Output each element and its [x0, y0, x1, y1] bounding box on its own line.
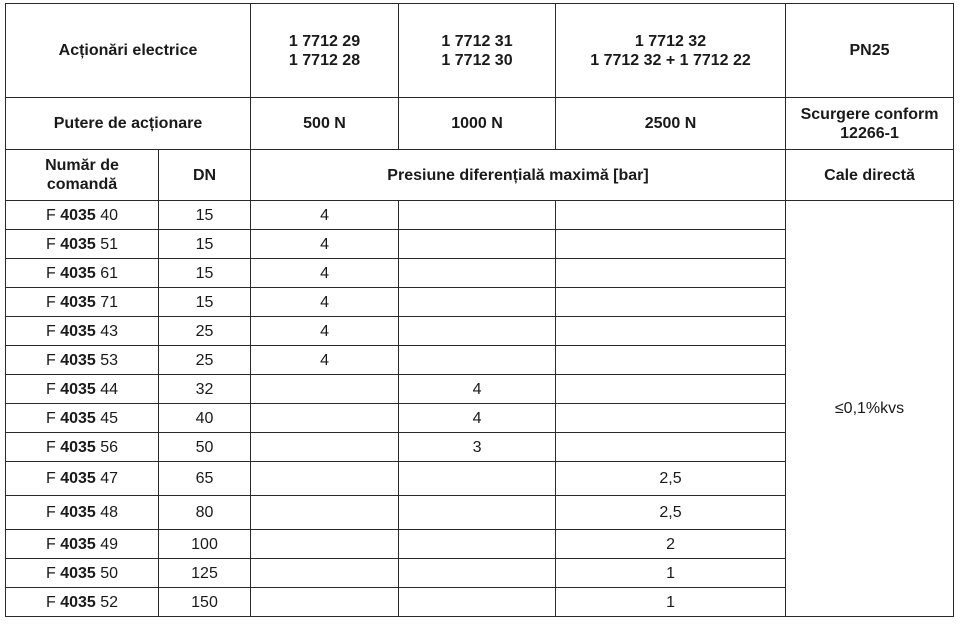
dn-cell: 65 — [159, 462, 251, 496]
pressure-2500n — [556, 201, 786, 230]
pressure-2500n: 2,5 — [556, 496, 786, 530]
order-suffix: 56 — [100, 438, 119, 456]
pressure-1000n — [399, 288, 556, 317]
order-prefix: F — [45, 235, 56, 253]
pressure-2500n — [556, 317, 786, 346]
order-suffix: 44 — [100, 380, 119, 398]
order-prefix: F — [45, 351, 56, 369]
pressure-1000n — [399, 317, 556, 346]
pressure-500n — [251, 530, 399, 559]
actuator-500n-line2: 1 7712 28 — [288, 51, 361, 69]
order-prefix: F — [45, 322, 56, 340]
actuator-1000n-line2: 1 7712 30 — [441, 51, 513, 69]
pressure-500n — [251, 462, 399, 496]
pressure-500n: 4 — [251, 346, 399, 375]
dn-cell: 15 — [159, 288, 251, 317]
order-code: 4035 — [60, 564, 96, 582]
dn-cell: 50 — [159, 433, 251, 462]
pressure-1000n — [399, 462, 556, 496]
leak-label — [786, 98, 954, 150]
order-suffix: 50 — [100, 564, 119, 582]
header-row-force — [6, 98, 954, 150]
pressure-500n — [251, 404, 399, 433]
order-prefix: F — [45, 206, 56, 224]
pressure-2500n — [556, 230, 786, 259]
actuator-2500n — [556, 4, 786, 98]
order-number — [6, 530, 159, 559]
order-prefix: F — [45, 535, 56, 553]
dn-cell: 15 — [159, 259, 251, 288]
pressure-500n — [251, 559, 399, 588]
order-prefix: F — [45, 564, 56, 582]
order-suffix: 71 — [100, 293, 119, 311]
order-number — [6, 433, 159, 462]
pressure-2500n — [556, 259, 786, 288]
direct-path-label: Cale directă — [786, 150, 954, 201]
order-number — [6, 346, 159, 375]
dn-cell: 25 — [159, 317, 251, 346]
dn-cell: 150 — [159, 588, 251, 617]
order-number-label — [6, 150, 159, 201]
pressure-1000n — [399, 530, 556, 559]
order-prefix: F — [45, 409, 56, 427]
pressure-500n: 4 — [251, 230, 399, 259]
actuator-1000n-line1: 1 7712 31 — [441, 32, 513, 50]
order-number — [6, 288, 159, 317]
order-prefix: F — [45, 470, 56, 487]
order-prefix: F — [45, 504, 56, 521]
order-number — [6, 317, 159, 346]
order-suffix: 43 — [100, 322, 119, 340]
leak-label-line1: Scurgere conform — [800, 105, 939, 123]
force-2500: 2500 N — [556, 98, 786, 150]
pressure-2500n: 1 — [556, 588, 786, 617]
dn-cell: 15 — [159, 230, 251, 259]
order-code: 4035 — [60, 470, 96, 487]
pressure-500n — [251, 496, 399, 530]
order-code: 4035 — [60, 264, 96, 282]
pressure-1000n — [399, 201, 556, 230]
header-row-columns — [6, 150, 954, 201]
actuator-2500n-line2: 1 7712 32 + 1 7712 22 — [590, 51, 751, 69]
leakage-value: ≤0,1%kvs — [786, 201, 954, 617]
order-number — [6, 201, 159, 230]
pressure-1000n — [399, 588, 556, 617]
pressure-2500n: 1 — [556, 559, 786, 588]
order-code: 4035 — [60, 293, 96, 311]
actuator-500n-line1: 1 7712 29 — [288, 32, 361, 50]
order-prefix: F — [45, 380, 56, 398]
pressure-500n — [251, 588, 399, 617]
pressure-2500n — [556, 375, 786, 404]
order-code: 4035 — [60, 593, 96, 611]
actuator-2500n-line1: 1 7712 32 — [634, 32, 707, 50]
force-label: Putere de acționare — [6, 98, 251, 150]
dn-cell: 40 — [159, 404, 251, 433]
dn-cell: 25 — [159, 346, 251, 375]
pressure-2500n — [556, 404, 786, 433]
order-number — [6, 462, 159, 496]
order-number — [6, 588, 159, 617]
order-code: 4035 — [60, 438, 96, 456]
order-code: 4035 — [60, 206, 96, 224]
force-500: 500 N — [251, 98, 399, 150]
order-number — [6, 259, 159, 288]
table-row — [6, 201, 954, 230]
order-code: 4035 — [60, 351, 96, 369]
pressure-1000n — [399, 346, 556, 375]
pressure-1000n — [399, 559, 556, 588]
order-suffix: 49 — [100, 535, 119, 553]
pressure-500n — [251, 375, 399, 404]
order-code: 4035 — [60, 322, 96, 340]
order-prefix: F — [45, 293, 56, 311]
order-number — [6, 404, 159, 433]
pressure-500n — [251, 433, 399, 462]
order-suffix: 51 — [100, 235, 119, 253]
order-suffix: 47 — [100, 470, 119, 487]
header-row-actuators — [6, 4, 954, 98]
order-code: 4035 — [60, 504, 96, 521]
order-number-line2: comandă — [46, 176, 118, 193]
pressure-500n: 4 — [251, 201, 399, 230]
dn-cell: 32 — [159, 375, 251, 404]
order-suffix: 61 — [100, 264, 119, 282]
order-code: 4035 — [60, 535, 96, 553]
order-prefix: F — [45, 264, 56, 282]
actuators-label: Acționări electrice — [6, 4, 251, 98]
order-code: 4035 — [60, 235, 96, 253]
order-suffix: 48 — [100, 504, 119, 521]
dn-cell: 125 — [159, 559, 251, 588]
pressure-1000n — [399, 259, 556, 288]
pressure-1000n — [399, 496, 556, 530]
pressure-1000n — [399, 230, 556, 259]
order-suffix: 53 — [100, 351, 119, 369]
actuator-500n — [251, 4, 399, 98]
valve-actuator-table — [5, 3, 954, 617]
leak-label-line2: 12266-1 — [840, 124, 899, 142]
pressure-label: Presiune diferențială maximă [bar] — [251, 150, 786, 201]
dn-cell: 80 — [159, 496, 251, 530]
force-1000: 1000 N — [399, 98, 556, 150]
pressure-1000n: 4 — [399, 375, 556, 404]
dn-label: DN — [159, 150, 251, 201]
pressure-500n: 4 — [251, 259, 399, 288]
order-prefix: F — [45, 593, 56, 611]
order-number-line1: Număr de — [45, 157, 119, 174]
pressure-2500n — [556, 288, 786, 317]
pressure-1000n: 3 — [399, 433, 556, 462]
dn-cell: 100 — [159, 530, 251, 559]
pressure-2500n: 2,5 — [556, 462, 786, 496]
actuator-1000n — [399, 4, 556, 98]
order-number — [6, 375, 159, 404]
dn-cell: 15 — [159, 201, 251, 230]
pressure-2500n: 2 — [556, 530, 786, 559]
pressure-2500n — [556, 433, 786, 462]
pressure-500n: 4 — [251, 288, 399, 317]
order-number — [6, 496, 159, 530]
pressure-2500n — [556, 346, 786, 375]
pressure-1000n: 4 — [399, 404, 556, 433]
order-number — [6, 559, 159, 588]
order-suffix: 45 — [100, 409, 119, 427]
order-suffix: 40 — [100, 206, 119, 224]
pn-label: PN25 — [786, 4, 954, 98]
order-number — [6, 230, 159, 259]
pressure-500n: 4 — [251, 317, 399, 346]
order-code: 4035 — [60, 409, 96, 427]
order-prefix: F — [45, 438, 56, 456]
order-code: 4035 — [60, 380, 96, 398]
order-suffix: 52 — [100, 593, 119, 611]
